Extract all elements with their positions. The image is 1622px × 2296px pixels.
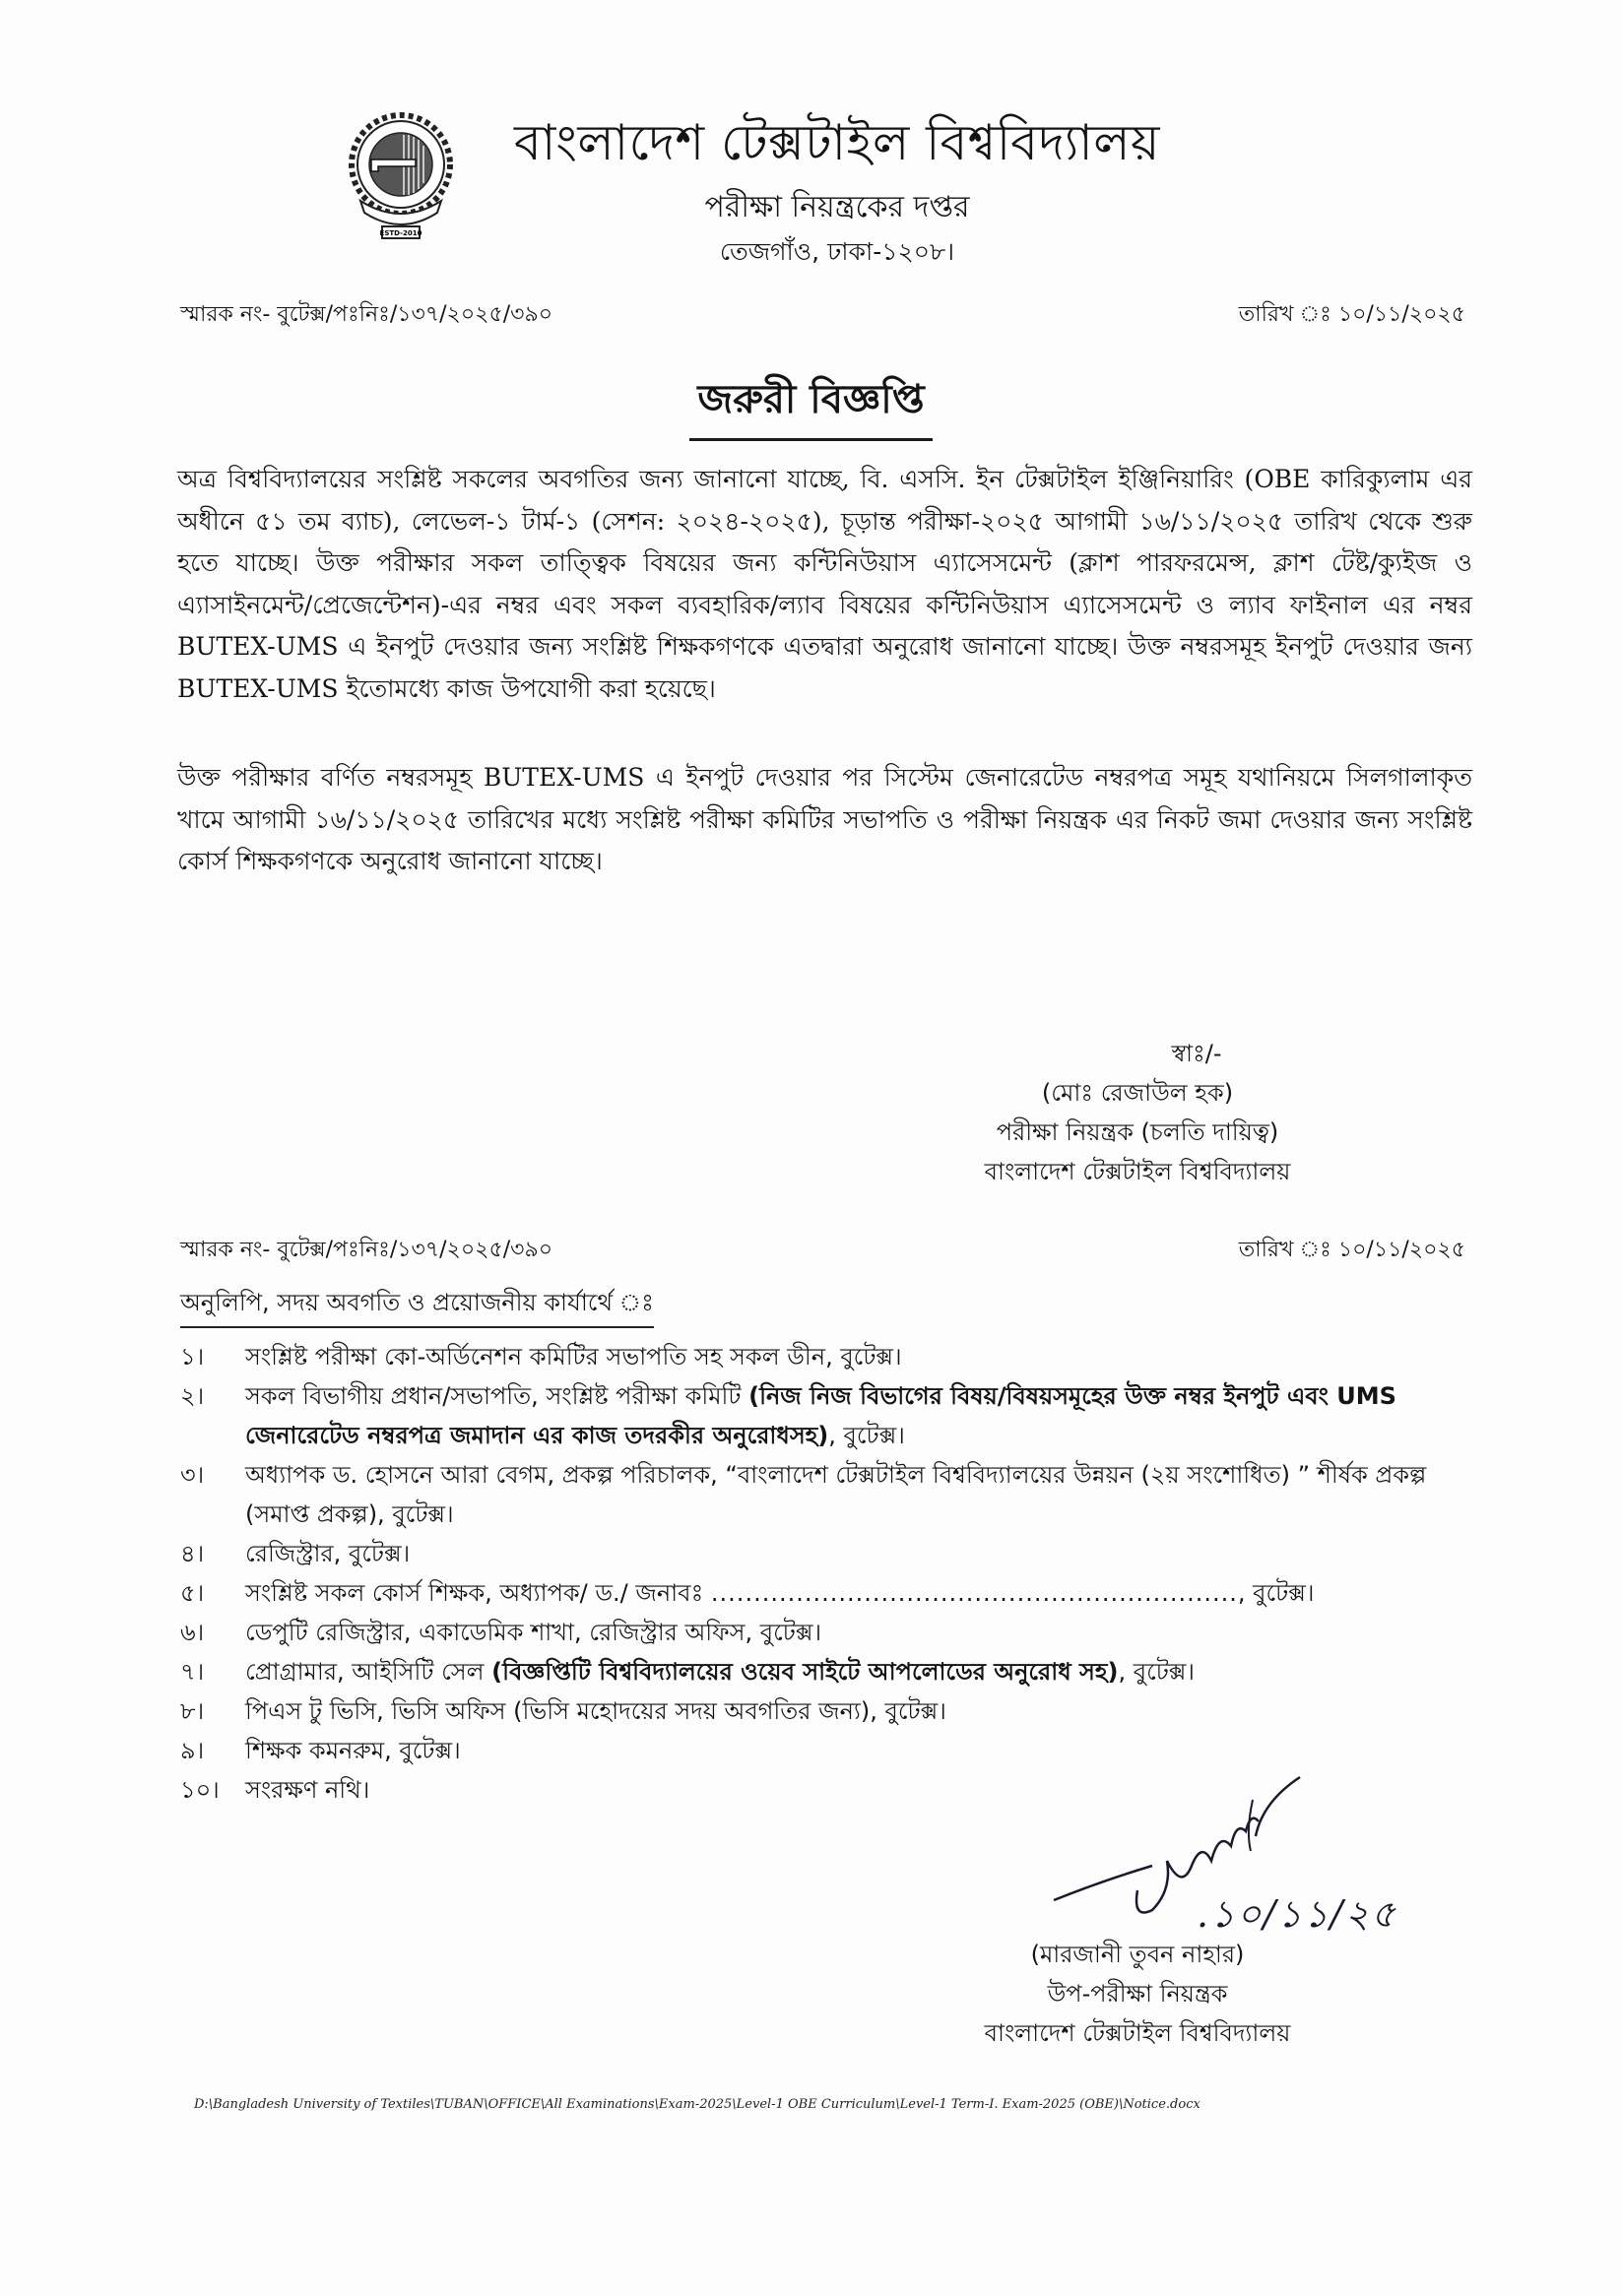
handwritten-date: .১০/১১/২৫ <box>1197 1892 1397 1936</box>
memo-number: স্মারক নং- বুটেক্স/পঃনিঃ/১৩৭/২০২৫/৩৯০ <box>180 1238 553 1262</box>
memo-number: স্মারক নং- বুটেক্স/পঃনিঃ/১৩৭/২০২৫/৩৯০ <box>180 302 553 327</box>
memo-date: তারিখ ঃ ১০/১১/২০২৫ <box>1238 302 1465 327</box>
signatory-name: (মোঃ রেজাউল হক) <box>1041 1079 1234 1107</box>
office-address: তেজগাঁও, ঢাকা-১২০৮। <box>719 237 955 266</box>
signatory-institution: বাংলাদেশ টেক্সটাইল বিশ্ববিদ্যালয় <box>984 1158 1291 1185</box>
fill-in-blank: .............................................................. <box>710 1579 1238 1607</box>
signatory-block-controller <box>881 1034 1394 1191</box>
university-logo <box>347 110 455 248</box>
list-item: ৬। ডেপুটি রেজিস্ট্রার, একাডেমিক শাখা, রেজিস্ট্রার অফিস, বুটেক্স। <box>180 1619 822 1646</box>
gear-ring-icon <box>352 115 450 214</box>
signed-mark: স্বাঃ/- <box>1171 1040 1222 1067</box>
copy-to-heading: অনুলিপি, সদয় অবগতি ও প্রয়োজনীয় কার্যার্থে ঃ <box>180 1285 654 1328</box>
file-path-footer: D:\Bangladesh University of Textiles\TUBAN\OFFICE\All Examinations\Exam-2025\Level-1 OBE Curriculum\Level-1 Term-I. Exam-2025 (OBE)\Notice.docx <box>194 2097 1200 2112</box>
list-item: ৪। রেজিস্ট্রার, বুটেক্স। <box>180 1540 411 1567</box>
list-item: ২। সকল বিভাগীয় প্রধান/সভাপতি, সংশ্লিষ্ট পরীক্ষা কমিটি (নিজ নিজ বিভাগের বিষয়/বিষয়সমূহের উক্ত নম্বর ইনপুট এবং UMS জেনারেটেড নম্বরপত্র জমাদান এর কাজ তদরকীর অনুরোধসহ), বুটেক্স। <box>180 1382 1396 1449</box>
copy-to-list <box>180 1337 1480 1810</box>
signatory-designation: পরীক্ষা নিয়ন্ত্রক (চলতি দায়িত্ব) <box>996 1118 1279 1146</box>
signatory-name: (মারজানী তুবন নাহার) <box>1030 1941 1245 1968</box>
notice-title: জরুরী বিজ্ঞপ্তি <box>0 368 1622 441</box>
memo-date: তারিখ ঃ ১০/১১/২০২৫ <box>1238 1238 1465 1262</box>
notice-paragraph-2: উক্ত পরীক্ষার বর্ণিত নম্বরসমূহ BUTEX-UMS এ ইনপুট দেওয়ার পর সিস্টেম জেনারেটেড নম্বরপত্র সমূহ যথানিয়মে সিলগালাকৃত খামে আগামী ১৬/১১/২০২৫ তারিখের মধ্যে সংশ্লিষ্ট পরীক্ষা কমিটির সভাপতি ও পরীক্ষা নিয়ন্ত্রক এর নিকট জমা দেওয়ার জন্য সংশ্লিষ্ট কোর্স শিক্ষকগণকে অনুরোধ জানানো যাচ্ছে। <box>177 763 1472 875</box>
list-item: ১০। সংরক্ষণ নথি। <box>180 1776 370 1804</box>
office-name: পরীক্ষা নিয়ন্ত্রকের দপ্তর <box>704 190 970 224</box>
memo-line-copy <box>180 1233 1465 1269</box>
svg-text:ESTD-2010: ESTD-2010 <box>379 229 422 237</box>
list-item: ৯। শিক্ষক কমনরুম, বুটেক্স। <box>180 1737 461 1764</box>
list-item: ৮। পিএস টু ভিসি, ভিসি অফিস (ভিসি মহোদয়ের সদয় অবগতির জন্য), বুটেক্স। <box>180 1697 946 1725</box>
list-item: ৩। অধ্যাপক ড. হোসনে আরা বেগম, প্রকল্প পরিচালক, “বাংলাদেশ টেক্সটাইল বিশ্ববিদ্যালয়ের উন্নয়ন (২য় সংশোধিত) ” শীর্ষক প্রকল্প (সমাপ্ত প্রকল্প), বুটেক্স। <box>180 1461 1427 1528</box>
list-item: ৫। সংশ্লিষ্ট সকল কোর্স শিক্ষক, অধ্যাপক/ ড./ জনাবঃ .............................................................., বুটেক্স। <box>180 1579 1315 1607</box>
signatory-block-deputy <box>881 1935 1394 2053</box>
signatory-institution: বাংলাদেশ টেক্সটাইল বিশ্ববিদ্যালয় <box>984 2019 1291 2047</box>
list-item: ৭। প্রোগ্রামার, আইসিটি সেল (বিজ্ঞপ্তিটি বিশ্ববিদ্যালয়ের ওয়েব সাইটে আপলোডের অনুরোধ সহ), বুটেক্স। <box>180 1658 1196 1686</box>
university-name: বাংলাদেশ টেক্সটাইল বিশ্ববিদ্যালয় <box>514 114 1160 171</box>
list-item: ১। সংশ্লিষ্ট পরীক্ষা কো-অর্ডিনেশন কমিটির সভাপতি সহ সকল ডীন, বুটেক্স। <box>180 1343 902 1371</box>
notice-paragraph-1: অত্র বিশ্ববিদ্যালয়ের সংশ্লিষ্ট সকলের অবগতির জন্য জানানো যাচ্ছে, বি. এসসি. ইন টেক্সটাইল ইঞ্জিনিয়ারিং (OBE কারিক্যুলাম এর অধীনে ৫১ তম ব্যাচ), লেভেল-১ টার্ম-১ (সেশন: ২০২৪-২০২৫), চূড়ান্ত পরীক্ষা-২০২৫ আগামী ১৬/১১/২০২৫ তারিখ থেকে শুরু হতে যাচ্ছে। উক্ত পরীক্ষার সকল তাত্ত্বিক বিষয়ের জন্য কন্টিনিউয়াস এ্যাসেসমেন্ট (ক্লাশ পারফরমেন্স, ক্লাশ টেষ্ট/ক্যুইজ ও এ্যাসাইনমেন্ট/প্রেজেন্টেশন)-এর নম্বর এবং সকল ব্যবহারিক/ল্যাব বিষয়ের কন্টিনিউয়াস এ্যাসেসমেন্ট ও ল্যাব ফাইনাল এর নম্বর BUTEX-UMS এ ইনপুট দেওয়ার জন্য সংশ্লিষ্ট শিক্ষকগণকে এতদ্বারা অনুরোধ জানানো যাচ্ছে। উক্ত নম্বরসমূহ ইনপুট দেওয়ার জন্য BUTEX-UMS ইতোমধ্যে কাজ উপযোগী করা হয়েছে। <box>177 465 1472 703</box>
signatory-designation: উপ-পরীক্ষা নিয়ন্ত্রক <box>1047 1980 1228 2008</box>
memo-line <box>180 297 1465 334</box>
